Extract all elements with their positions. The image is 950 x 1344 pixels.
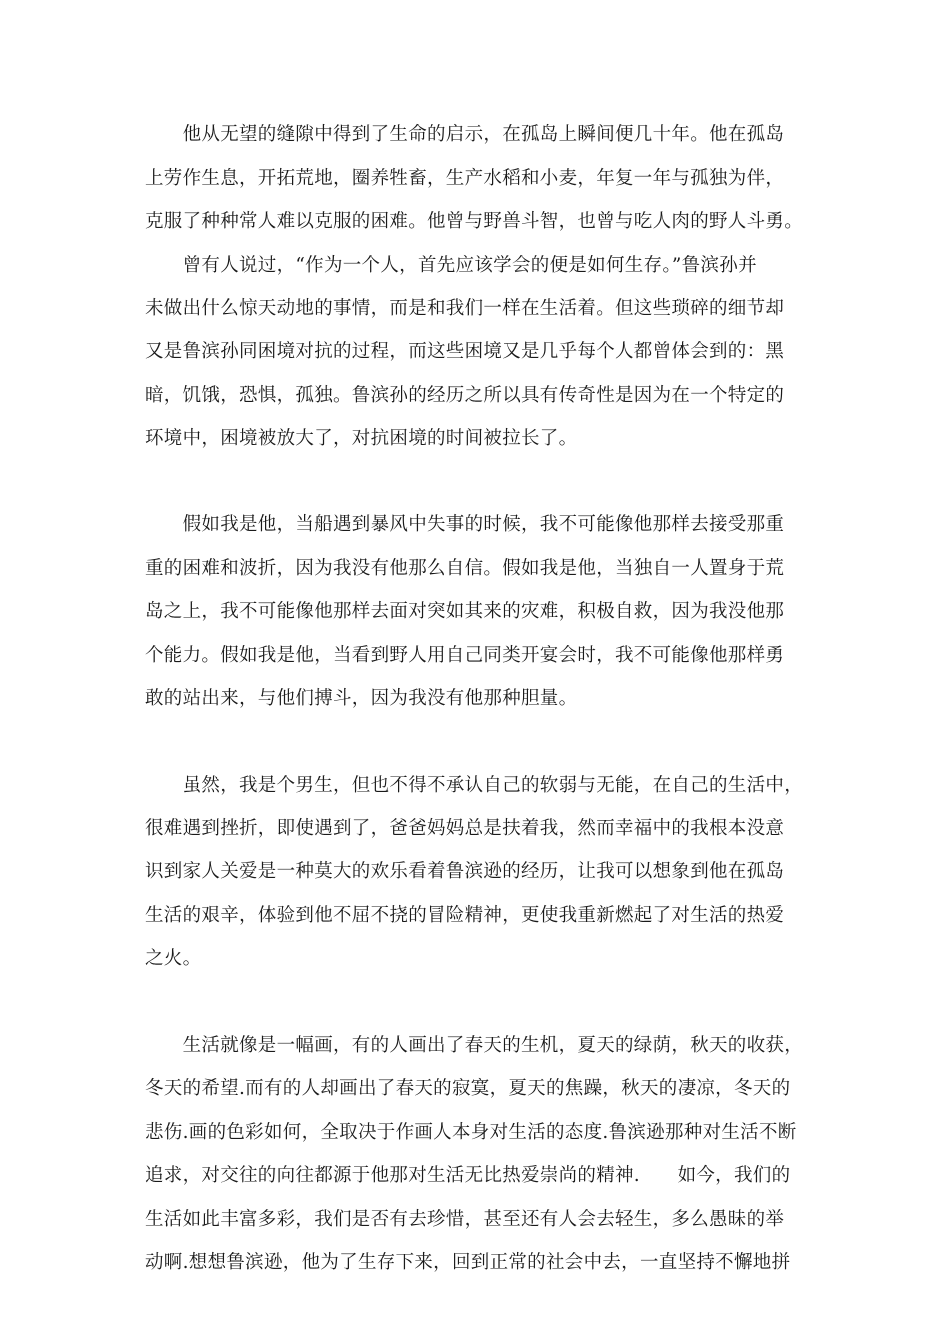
paragraph-5-line-6: 动啊.想想鲁滨逊，他为了生存下来，回到正常的社会中去，一直坚持不懈地拼 — [145, 1252, 791, 1273]
paragraph-3-line-5: 敢的站出来，与他们搏斗，因为我没有他那种胆量。 — [145, 688, 578, 709]
paragraph-5-line-3: 悲伤.画的色彩如何，全取决于作画人本身对生活的态度.鲁滨逊那种对生活不断 — [145, 1122, 797, 1143]
paragraph-5-line-1: 生活就像是一幅画，有的人画出了春天的生机，夏天的绿荫，秋天的收获， — [145, 1035, 804, 1056]
paragraph-3-line-3: 岛之上，我不可能像他那样去面对突如其来的灾难，积极自救，因为我没他那 — [145, 601, 785, 622]
paragraph-5-line-4: 追求，对交往的向往都源于他那对生活无比热爱崇尚的精神. 如今，我们的 — [145, 1165, 791, 1186]
paragraph-5-line-2: 冬天的希望.而有的人却画出了春天的寂寞，夏天的焦躁，秋天的凄凉，冬天的 — [145, 1078, 791, 1099]
paragraph-3-line-1: 假如我是他，当船遇到暴风中失事的时候，我不可能像他那样去接受那重 — [145, 514, 785, 535]
paragraph-1-line-1: 他从无望的缝隙中得到了生命的启示，在孤岛上瞬间便几十年。他在孤岛 — [145, 124, 785, 145]
paragraph-2-line-2: 未做出什么惊天动地的事情，而是和我们一样在生活着。但这些琐碎的细节却 — [145, 298, 785, 319]
paragraph-2-line-3: 又是鲁滨孙同困境对抗的过程，而这些困境又是几乎每个人都曾体会到的：黑 — [145, 341, 785, 362]
paragraph-2-line-1: 曾有人说过，“作为一个人，首先应该学会的便是如何生存。”鲁滨孙并 — [145, 255, 757, 276]
paragraph-4-line-5: 之火。 — [145, 948, 202, 969]
paragraph-1-line-2: 上劳作生息，开拓荒地，圈养牲畜，生产水稻和小麦，年复一年与孤独为伴， — [145, 168, 785, 189]
paragraph-1-line-3: 克服了种种常人难以克服的困难。他曾与野兽斗智，也曾与吃人肉的野人斗勇。 — [145, 211, 804, 232]
paragraph-4-line-1: 虽然，我是个男生，但也不得不承认自己的软弱与无能，在自己的生活中， — [145, 775, 804, 796]
paragraph-4-line-2: 很难遇到挫折，即使遇到了，爸爸妈妈总是扶着我，然而幸福中的我根本没意 — [145, 818, 785, 839]
paragraph-4-line-3: 识到家人关爱是一种莫大的欢乐看着鲁滨逊的经历，让我可以想象到他在孤岛 — [145, 861, 785, 882]
paragraph-3-line-4: 个能力。假如我是他，当看到野人用自己同类开宴会时，我不可能像他那样勇 — [145, 645, 785, 666]
paragraph-4-line-4: 生活的艰辛，体验到他不屈不挠的冒险精神，更使我重新燃起了对生活的热爱 — [145, 905, 785, 926]
paragraph-5-line-5: 生活如此丰富多彩，我们是否有去珍惜，甚至还有人会去轻生，多么愚昧的举 — [145, 1209, 785, 1230]
paragraph-2-line-5: 环境中，困境被放大了，对抗困境的时间被拉长了。 — [145, 428, 578, 449]
paragraph-3-line-2: 重的困难和波折，因为我没有他那么自信。假如我是他，当独自一人置身于荒 — [145, 558, 785, 579]
paragraph-2-line-4: 暗，饥饿，恐惧，孤独。鲁滨孙的经历之所以具有传奇性是因为在一个特定的 — [145, 385, 785, 406]
